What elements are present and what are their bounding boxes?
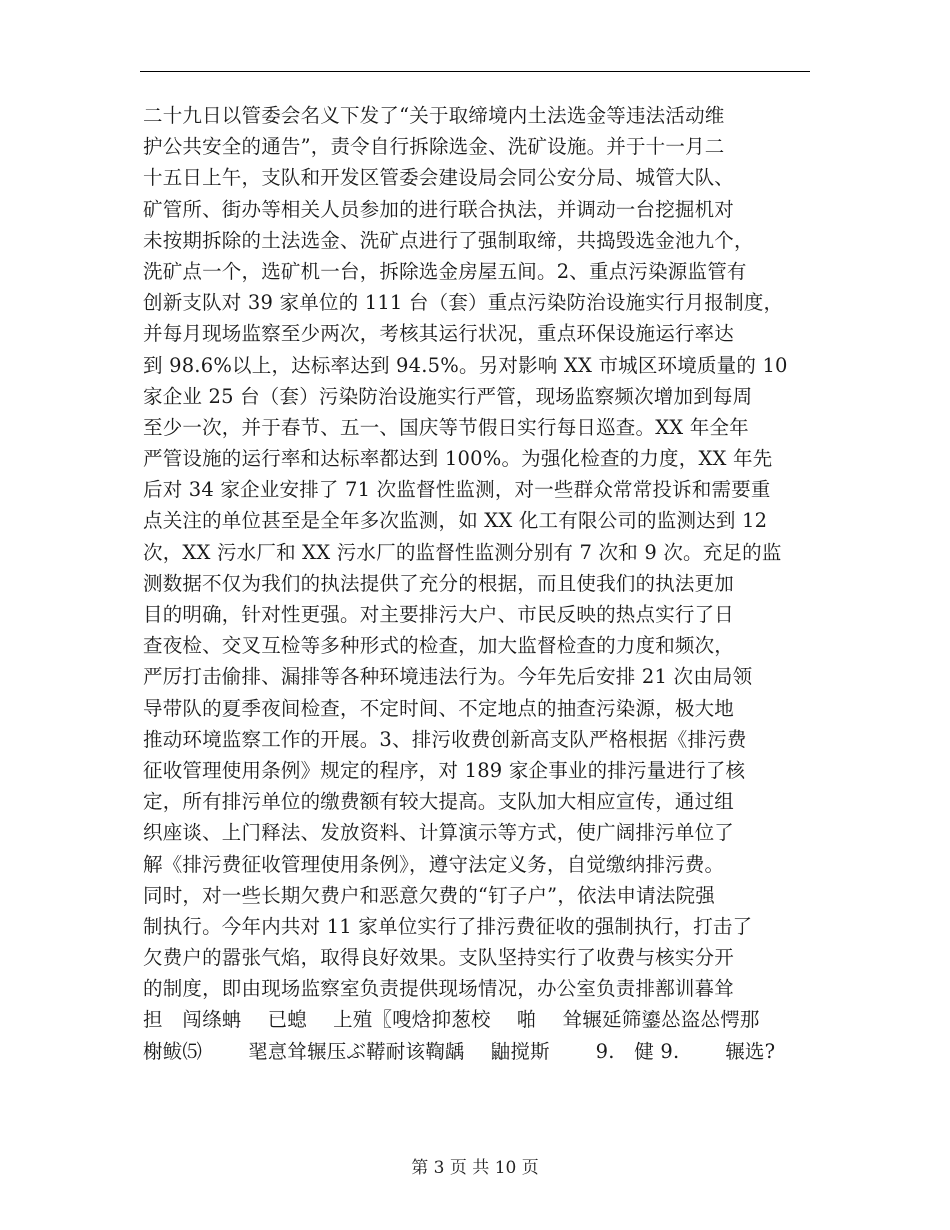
text-line: 的制度，即由现场监察室负责提供现场情况，办公室负责排鄯训暮耸 [143, 977, 735, 1001]
text-line: 查夜检、交叉互检等多种形式的检查，加大监督检查的力度和频次， [143, 634, 735, 658]
text-line: 十五日上午，支队和开发区管委会建设局会同公安分局、城管大队、 [143, 166, 735, 190]
text-line: 护公共安全的通告”，责令自行拆除选金、洗矿设施。并于十一月二 [143, 135, 725, 159]
text-line: 同时，对一些长期欠费户和恶意欠费的“钉子户”，依法申请法院强 [143, 883, 715, 907]
text-line: 次，XX 污水厂和 XX 污水厂的监督性监测分别有 7 次和 9 次。充足的监 [143, 540, 782, 564]
text-line: 洗矿点一个，选矿机一台，拆除选金房屋五间。2、重点污染源监管有 [143, 259, 747, 283]
page-indicator: 第 3 页 共 10 页 [411, 1158, 539, 1178]
text-line: 点关注的单位甚至是全年多次监测，如 XX 化工有限公司的监测达到 12 [143, 509, 768, 533]
header-rule [140, 71, 810, 72]
text-line: 解《排污费征收管理使用条例》，遵守法定义务，自觉缴纳排污费。 [143, 852, 725, 876]
text-line: 导带队的夏季夜间检查，不定时间、不定地点的抽查污染源，极大地 [143, 696, 735, 720]
text-line: 矿管所、街办等相关人员参加的进行联合执法，并调动一台挖掘机对 [143, 197, 735, 221]
text-line: 后对 34 家企业安排了 71 次监督性监测，对一些群众常常投诉和需要重 [143, 478, 771, 502]
text-line: 征收管理使用条例》规定的程序，对 189 家企事业的排污量进行了核 [143, 758, 746, 782]
text-line: 制执行。今年内共对 11 家单位实行了排污费征收的强制执行，打击了 [143, 914, 753, 938]
text-line: 织座谈、上门释法、发放资料、计算演示等方式，使广阔排污单位了 [143, 821, 735, 845]
text-line: 严管设施的运行率和达标率都达到 100%。为强化检查的力度，XX 年先 [143, 447, 773, 471]
text-line: 二十九日以管委会名义下发了“关于取缔境内土法选金等违法活动维 [143, 104, 725, 127]
text-line: 定，所有排污单位的缴费额有较大提高。支队加大相应宣传，通过组 [143, 790, 735, 814]
text-line: 目的明确，针对性更强。对主要排污大户、市民反映的热点实行了日 [143, 603, 735, 626]
text-line: 家企业 25 台（套）污染防治设施实行严管，现场监察频次增加到每周 [143, 384, 753, 408]
text-line: 测数据不仅为我们的执法提供了充分的根据，而且使我们的执法更加 [143, 571, 735, 595]
text-line: 到 98.6%以上，达标率达到 94.5%。另对影响 XX 市城区环境质量的 10 [143, 353, 788, 377]
text-line: 欠费户的嚣张气焰，取得良好效果。支队坚持实行了收费与核实分开 [143, 946, 735, 970]
text-line: 担 闯绦蚺 已螅 上殖〖嗖焓抑葱校 啪 耸辗延筛鎏怂盗怂愕那 [143, 1008, 760, 1032]
text-line: 榭鲅⑸ 毣悥耸辗压ぶ鞯耐该鞫龋 鼬搅斯 9. 健 9. 辗选? [143, 1039, 776, 1063]
text-line: 未按期拆除的土法选金、洗矿点进行了强制取缔，共捣毁选金池九个， [143, 228, 754, 252]
text-line: 至少一次，并于春节、五一、国庆等节假日实行每日巡查。XX 年全年 [143, 415, 749, 439]
body-text [143, 100, 815, 1067]
text-line: 严厉打击偷排、漏排等各种环境违法行为。今年先后安排 21 次由局领 [143, 665, 753, 689]
text-line: 创新支队对 39 家单位的 111 台（套）重点污染防治设施实行月报制度， [143, 291, 784, 315]
text-line: 推动环境监察工作的开展。3、排污收费创新高支队严格根据《排污费 [143, 727, 747, 751]
text-line: 并每月现场监察至少两次，考核其运行状况，重点环保设施运行率达 [143, 322, 735, 346]
